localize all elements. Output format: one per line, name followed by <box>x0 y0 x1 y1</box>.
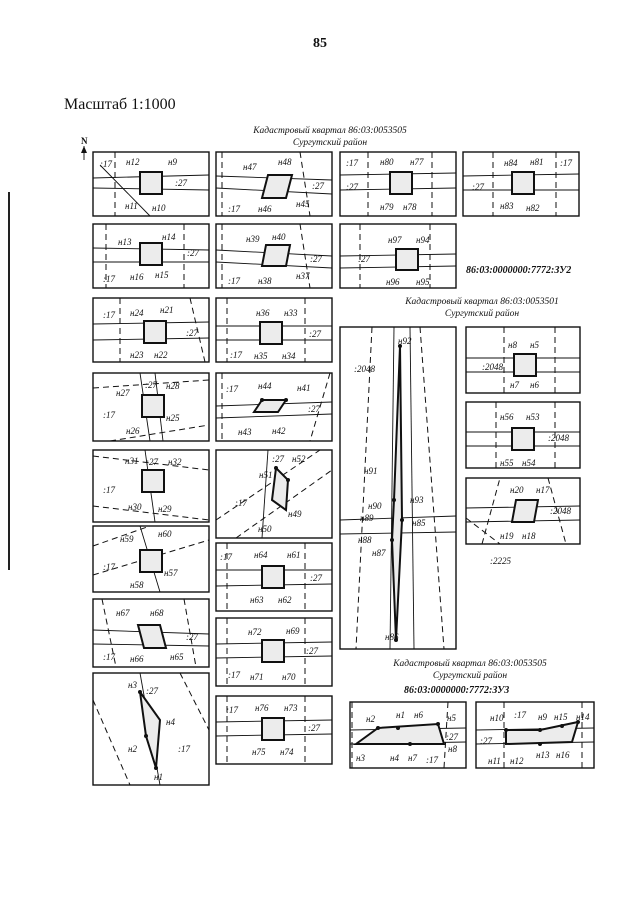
point-label: :27 <box>186 328 198 338</box>
point-label: :27 <box>472 182 484 192</box>
point-label: н46 <box>258 204 272 214</box>
parcel-polygon <box>390 172 412 194</box>
point-label: н50 <box>258 524 272 534</box>
point-label: :17 <box>220 552 232 562</box>
point-label: н93 <box>410 495 424 505</box>
point-label: н27 <box>116 388 130 398</box>
point-label: н42 <box>272 426 286 436</box>
point-label: н80 <box>380 157 394 167</box>
point-label: :17 <box>103 410 115 420</box>
point-label: н16 <box>130 272 144 282</box>
point-label: :17 <box>103 562 115 572</box>
boundary-point <box>274 466 278 470</box>
inset-map <box>216 450 332 538</box>
page-number: 85 <box>313 36 327 51</box>
point-label: н89 <box>360 513 374 523</box>
quarter-label: Кадастровый квартал 86:03:0053501 <box>405 297 559 307</box>
point-label: н96 <box>386 277 400 287</box>
point-label: н44 <box>258 381 272 391</box>
parcel-polygon <box>512 428 534 450</box>
inset-map <box>216 224 332 288</box>
point-label: н70 <box>282 672 296 682</box>
quarter-label: Кадастровый квартал 86:03:0053505 <box>253 126 407 136</box>
point-label: н53 <box>526 412 540 422</box>
point-label: н3 <box>356 753 365 763</box>
point-label: н81 <box>530 157 544 167</box>
north-arrow-icon <box>81 136 88 160</box>
point-label: н24 <box>130 308 144 318</box>
point-label: н91 <box>364 466 378 476</box>
point-label: :2048 <box>482 362 503 372</box>
point-label: :27 <box>146 686 158 696</box>
point-label: н92 <box>398 336 412 346</box>
point-label: н2 <box>366 714 375 724</box>
point-label: :2048 <box>550 506 571 516</box>
point-label: н20 <box>510 485 524 495</box>
point-label: н30 <box>128 502 142 512</box>
point-label: :27 <box>346 182 358 192</box>
point-label: н61 <box>287 550 301 560</box>
point-label: н15 <box>155 270 169 280</box>
point-label: н59 <box>120 534 134 544</box>
point-label: н1 <box>396 710 405 720</box>
point-label: н4 <box>390 753 399 763</box>
inset-map <box>93 673 209 785</box>
point-label: н6 <box>530 380 539 390</box>
point-label: н35 <box>254 351 268 361</box>
scale-label: Масштаб 1:1000 <box>64 96 176 113</box>
point-label: :17 <box>228 276 240 286</box>
inset-map <box>216 298 332 362</box>
boundary-point <box>138 690 142 694</box>
point-label: н12 <box>510 756 524 766</box>
point-label: н7 <box>510 380 519 390</box>
point-label: н55 <box>500 458 514 468</box>
parcel-polygon <box>262 640 284 662</box>
inset-map <box>340 224 456 288</box>
point-label: :27 <box>146 457 158 467</box>
parcel-polygon <box>512 172 534 194</box>
inset-map <box>216 373 332 441</box>
point-label: н84 <box>504 158 518 168</box>
point-label: н47 <box>243 162 257 172</box>
parcel-polygon <box>262 718 284 740</box>
point-label: :27 <box>272 454 284 464</box>
point-label: н4 <box>166 717 175 727</box>
boundary-point <box>284 398 288 402</box>
point-label: н41 <box>297 383 311 393</box>
inset-map <box>93 373 209 441</box>
point-label: н26 <box>126 426 140 436</box>
point-label: н23 <box>130 350 144 360</box>
point-label: :27 <box>308 723 320 733</box>
point-label: :17 <box>228 204 240 214</box>
point-label: :17 <box>103 274 115 284</box>
parcel-polygon <box>262 566 284 588</box>
boundary-point <box>538 742 542 746</box>
parcel-polygon <box>140 550 162 572</box>
point-label: :2048 <box>548 433 569 443</box>
point-label: :17 <box>226 705 238 715</box>
point-label: н3 <box>128 680 137 690</box>
point-label: н63 <box>250 595 264 605</box>
parcel-polygon <box>142 395 164 417</box>
point-label: н25 <box>166 413 180 423</box>
point-label: н10 <box>152 203 166 213</box>
boundary-point <box>144 734 148 738</box>
point-label: н32 <box>168 457 182 467</box>
point-label: :17 <box>235 498 247 508</box>
inset-map <box>476 702 594 768</box>
point-label: н82 <box>526 203 540 213</box>
point-label: н62 <box>278 595 292 605</box>
point-label: н97 <box>388 235 402 245</box>
parcel-id: 86:03:0000000:7772:ЗУ3 <box>404 685 510 696</box>
point-label: :2048 <box>354 364 375 374</box>
parcel-id: 86:03:0000000:7772:ЗУ2 <box>466 265 572 276</box>
point-label: н68 <box>150 608 164 618</box>
point-label: н85 <box>412 518 426 528</box>
inset-map <box>466 402 580 468</box>
point-label: н17 <box>536 485 550 495</box>
inset-map <box>350 702 466 768</box>
inset-map <box>340 327 456 649</box>
point-label: :27 <box>308 404 320 414</box>
boundary-point <box>286 478 290 482</box>
point-label: н69 <box>286 626 300 636</box>
point-label: :17 <box>103 485 115 495</box>
point-label: н58 <box>130 580 144 590</box>
parcel-polygon <box>262 245 290 266</box>
inset-map <box>93 152 209 216</box>
point-label: :27 <box>186 632 198 642</box>
point-label: н60 <box>158 529 172 539</box>
point-label: н5 <box>447 713 456 723</box>
boundary-point <box>392 498 396 502</box>
point-label: н39 <box>246 234 260 244</box>
point-label: н87 <box>372 548 386 558</box>
point-label: :17 <box>230 350 242 360</box>
district-label: Сургутский район <box>432 671 508 681</box>
point-label: :27 <box>145 380 157 390</box>
parcel-polygon <box>142 470 164 492</box>
point-label: н65 <box>170 652 184 662</box>
point-label: н90 <box>368 501 382 511</box>
point-label: :27 <box>306 646 318 656</box>
inset-map <box>93 599 209 667</box>
point-label: н94 <box>416 235 430 245</box>
point-label: н77 <box>410 157 424 167</box>
parcel-polygon <box>140 172 162 194</box>
north-label: N <box>81 136 88 146</box>
inset-map <box>216 696 332 764</box>
point-label: :17 <box>346 158 358 168</box>
point-label: :17 <box>226 384 238 394</box>
point-label: н19 <box>500 531 514 541</box>
boundary-point <box>408 742 412 746</box>
parcel-polygon <box>138 625 166 648</box>
point-label: :27 <box>175 178 187 188</box>
point-label: :27 <box>312 181 324 191</box>
point-label: н76 <box>255 703 269 713</box>
inset-map <box>340 152 456 216</box>
point-label: н40 <box>272 232 286 242</box>
point-label: н13 <box>118 237 132 247</box>
point-label: :17 <box>178 744 190 754</box>
point-label: н86 <box>385 632 399 642</box>
point-label: :27 <box>446 732 458 742</box>
point-label: н88 <box>358 535 372 545</box>
point-label: н48 <box>278 157 292 167</box>
point-label: н78 <box>403 202 417 212</box>
point-label: н22 <box>154 350 168 360</box>
point-label: н7 <box>408 753 417 763</box>
point-label: н51 <box>259 470 273 480</box>
district-label: Сургутский район <box>292 138 368 148</box>
point-label: н12 <box>126 157 140 167</box>
point-label: н83 <box>500 201 514 211</box>
point-label: н9 <box>168 157 177 167</box>
point-label: н49 <box>288 509 302 519</box>
point-label: н56 <box>500 412 514 422</box>
point-label: н64 <box>254 550 268 560</box>
inset-map <box>93 450 209 522</box>
parcel-polygon <box>144 321 166 343</box>
point-label: н37 <box>296 271 310 281</box>
point-label: н72 <box>248 627 262 637</box>
inset-map <box>216 618 332 686</box>
point-label: н2 <box>128 744 137 754</box>
boundary-point <box>400 518 404 522</box>
point-label: н6 <box>414 710 423 720</box>
point-label: н8 <box>508 340 517 350</box>
point-label: н67 <box>116 608 130 618</box>
point-label: н34 <box>282 351 296 361</box>
inset-map <box>93 298 209 362</box>
point-label: н57 <box>164 568 178 578</box>
boundary-point <box>154 766 158 770</box>
boundary-point <box>396 726 400 730</box>
boundary-point <box>436 722 440 726</box>
inset-map <box>466 327 580 393</box>
point-label: :17 <box>103 652 115 662</box>
inset-map <box>216 543 332 611</box>
point-label: н15 <box>554 712 568 722</box>
boundary-point <box>504 728 508 732</box>
point-label: н71 <box>250 672 264 682</box>
boundary-point <box>390 538 394 542</box>
point-label: н8 <box>448 744 457 754</box>
boundary-point <box>376 726 380 730</box>
point-label: н14 <box>162 232 176 242</box>
point-label: н28 <box>166 381 180 391</box>
parcel-polygon <box>140 243 162 265</box>
point-label: н21 <box>160 305 174 315</box>
point-label: н13 <box>536 750 550 760</box>
point-label: н31 <box>125 456 139 466</box>
inset-map <box>466 478 580 544</box>
point-label: :17 <box>103 310 115 320</box>
point-label: н5 <box>530 340 539 350</box>
inset-map <box>216 152 332 216</box>
point-label: н29 <box>158 504 172 514</box>
point-label: н95 <box>416 277 430 287</box>
point-label: н36 <box>256 308 270 318</box>
point-label: н74 <box>280 747 294 757</box>
inset-map <box>463 152 579 216</box>
parcel-polygon <box>260 322 282 344</box>
parcel-label: :2225 <box>490 556 511 566</box>
point-label: :27 <box>310 254 322 264</box>
point-label: н73 <box>284 703 298 713</box>
boundary-point <box>538 728 542 732</box>
boundary-point <box>560 724 564 728</box>
point-label: н33 <box>284 308 298 318</box>
point-label: н14 <box>576 712 590 722</box>
point-label: н11 <box>488 756 501 766</box>
point-label: :17 <box>560 158 572 168</box>
point-label: н52 <box>292 454 306 464</box>
point-label: н16 <box>556 750 570 760</box>
point-label: :17 <box>426 755 438 765</box>
point-label: н75 <box>252 747 266 757</box>
point-label: н10 <box>490 713 504 723</box>
quarter-label: Кадастровый квартал 86:03:0053505 <box>393 659 547 669</box>
point-label: н66 <box>130 654 144 664</box>
parcel-polygon <box>512 500 538 522</box>
point-label: :17 <box>100 159 112 169</box>
point-label: :27 <box>310 573 322 583</box>
inset-map <box>93 526 209 592</box>
point-label: н18 <box>522 531 536 541</box>
parcel-polygon <box>262 175 292 198</box>
point-label: н43 <box>238 427 252 437</box>
point-label: :27 <box>480 736 492 746</box>
boundary-point <box>260 398 264 402</box>
point-label: н38 <box>258 276 272 286</box>
point-label: н79 <box>380 202 394 212</box>
parcel-polygon <box>396 249 418 270</box>
point-label: н9 <box>538 712 547 722</box>
inset-map <box>93 224 209 288</box>
point-label: :27 <box>309 329 321 339</box>
point-label: :27 <box>187 248 199 258</box>
parcel-polygon <box>514 354 536 376</box>
point-label: :17 <box>228 670 240 680</box>
point-label: н45 <box>296 199 310 209</box>
point-label: н1 <box>154 772 163 782</box>
point-label: н54 <box>522 458 536 468</box>
point-label: н11 <box>125 201 138 211</box>
point-label: :27 <box>358 254 370 264</box>
point-label: :17 <box>514 710 526 720</box>
district-label: Сургутский район <box>444 309 520 319</box>
